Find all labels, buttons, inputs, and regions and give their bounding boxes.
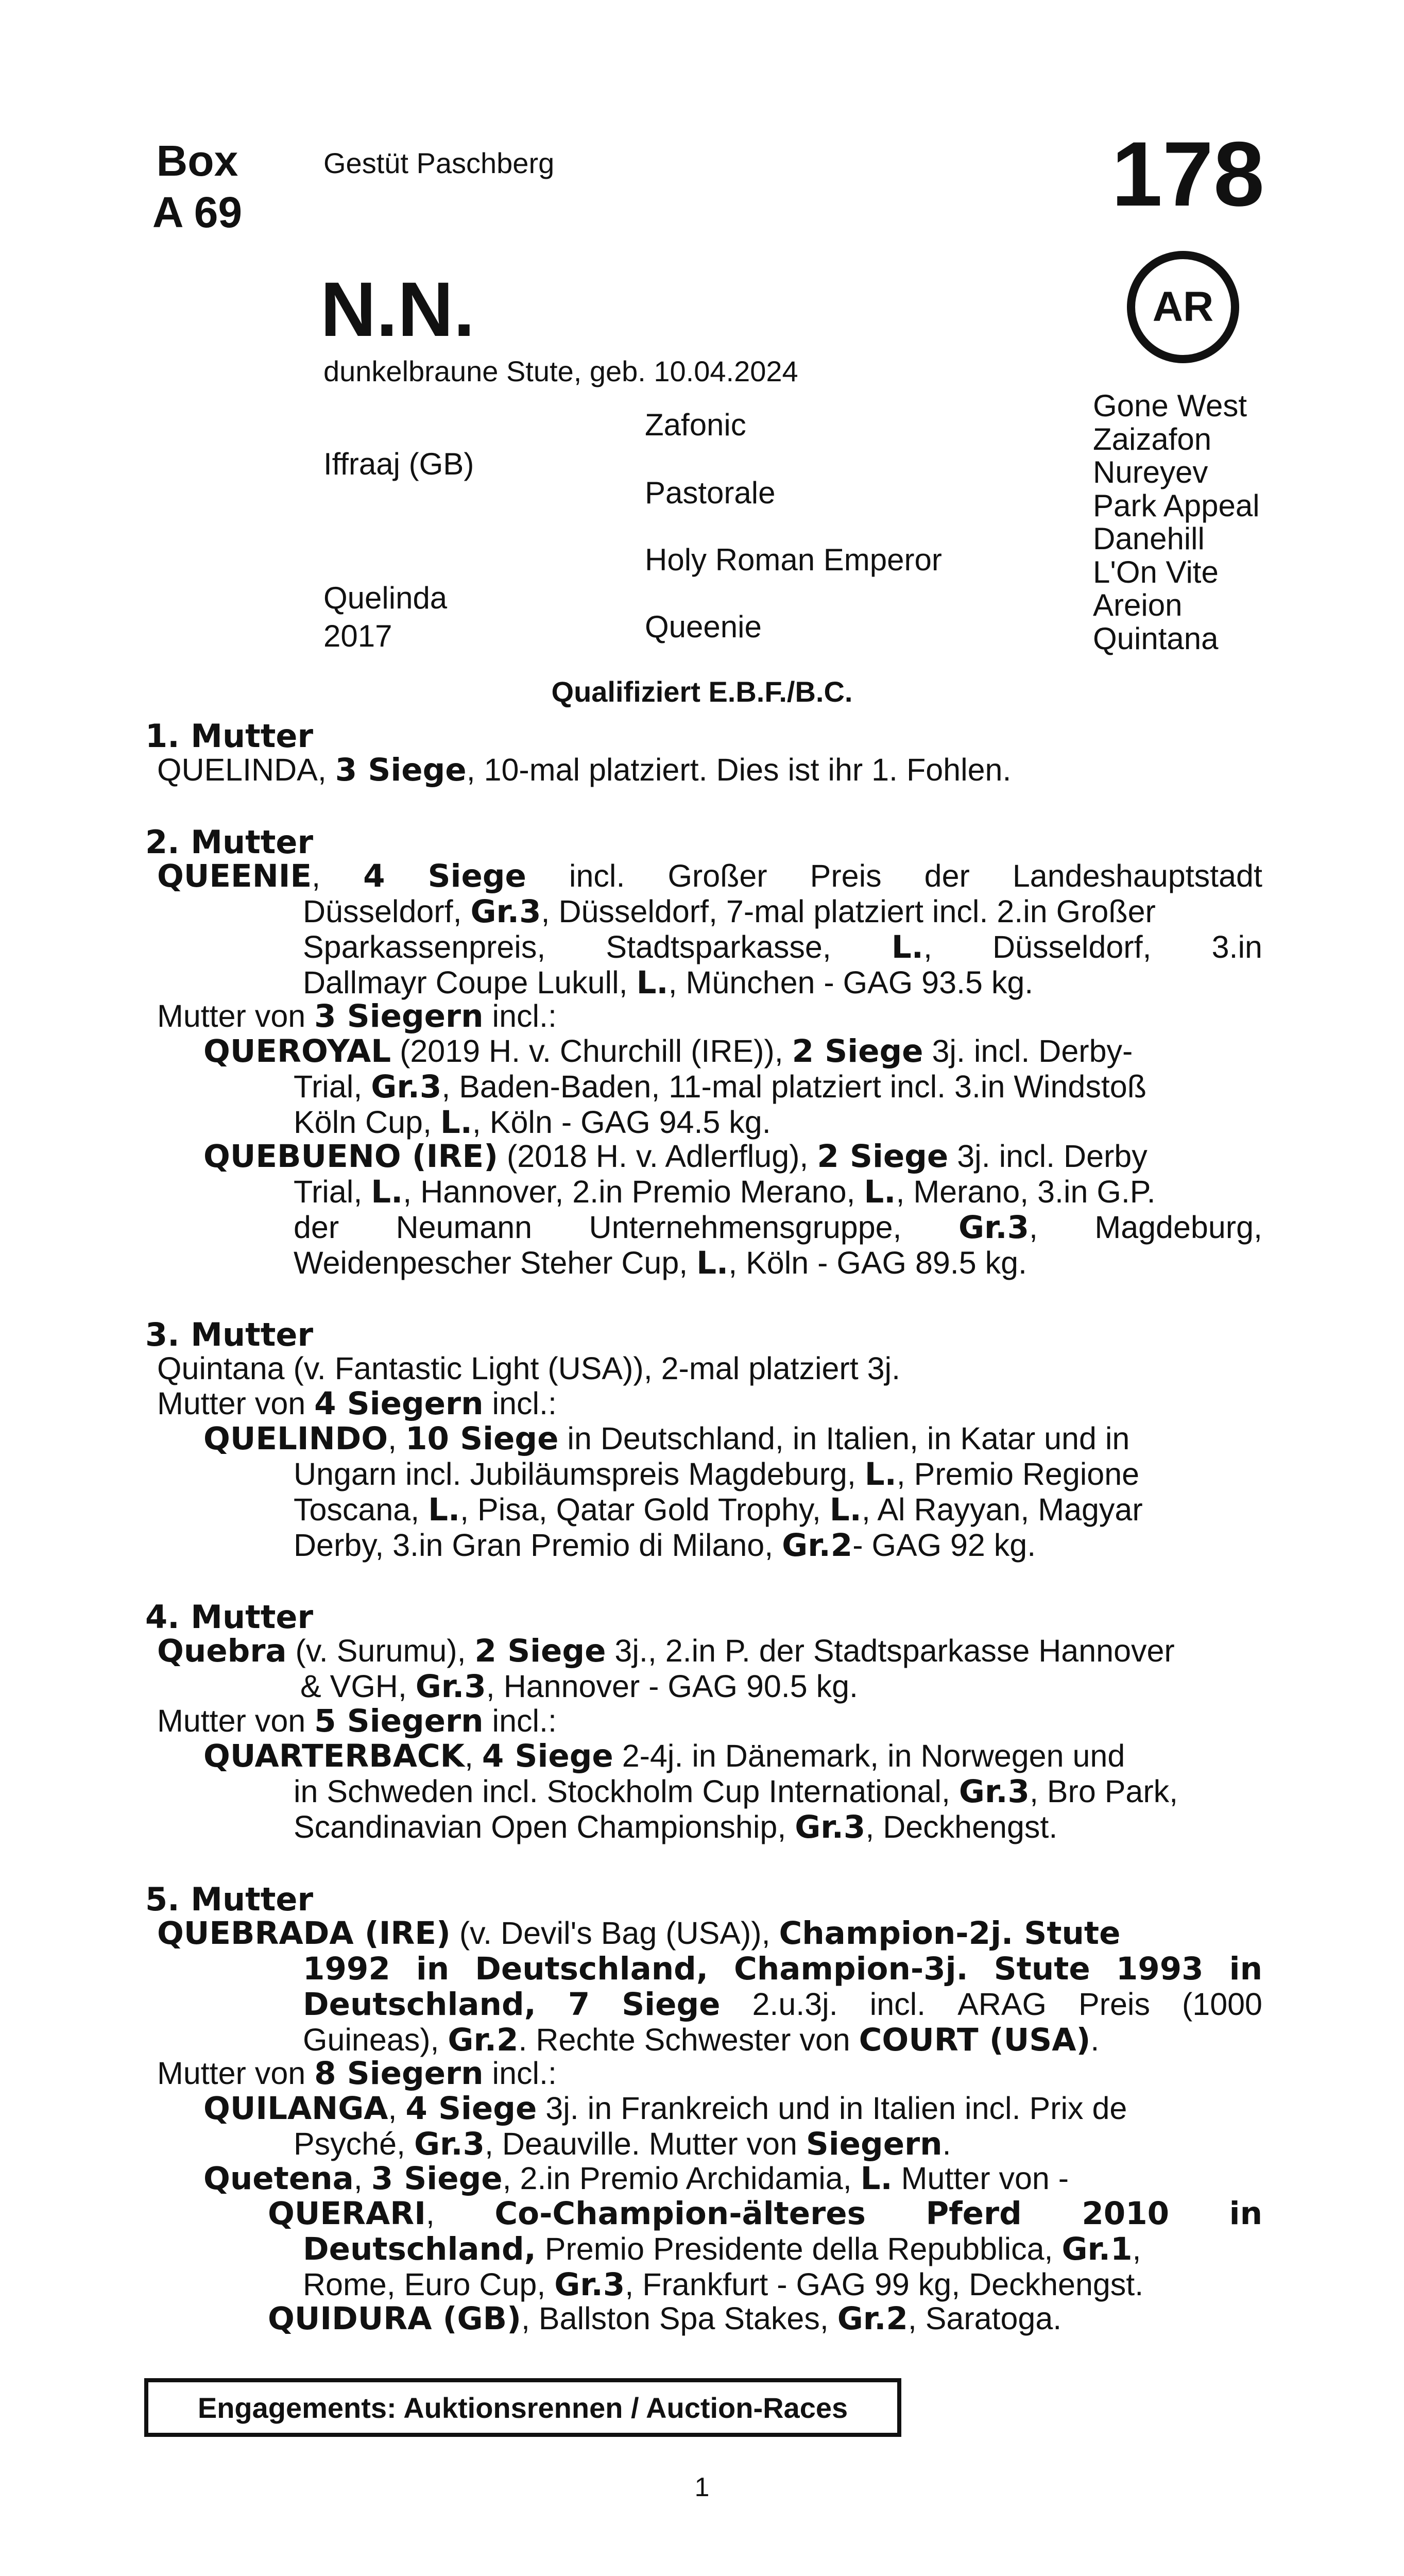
box-label-line2: A 69	[152, 188, 243, 236]
m2-offspring-intro: Mutter von 3 Siegern incl.:	[157, 998, 557, 1035]
pedigree-ggp: Areion	[1093, 588, 1183, 622]
m5-offspring-intro: Mutter von 8 Siegern incl.:	[157, 2055, 557, 2092]
section-heading-1: 1. Mutter	[145, 717, 314, 755]
pedigree-gp: Holy Roman Emperor	[645, 543, 942, 577]
section-heading-5: 5. Mutter	[145, 1880, 314, 1918]
section-heading-3: 3. Mutter	[145, 1316, 314, 1353]
m4-quarterback: QUARTERBACK, 4 Siege 2-4j. in Dänemark, in Norwegen und in Schweden incl. Stockholm Cup International, Gr.3, Bro Park, Scandinavian Open Championship, Gr.3, Deckhengst.	[203, 1738, 1178, 1845]
engagements-box: Engagements: Auktionsrennen / Auction-Races	[144, 2378, 901, 2437]
pedigree-ggp: Zaizafon	[1093, 421, 1212, 456]
m2-queroyal: QUEROYAL (2019 H. v. Churchill (IRE)), 2 Siege 3j. incl. Derby- Trial, Gr.3, Baden-Baden, 11-mal platziert incl. 3.in Windstoß Köln Cup, L., Köln - GAG 94.5 kg.	[203, 1033, 1146, 1141]
section-heading-4: 4. Mutter	[145, 1598, 314, 1636]
horse-name: N.N.	[320, 266, 475, 352]
pedigree-ggp: Nureyev	[1093, 455, 1208, 489]
pedigree-gp: Zafonic	[645, 408, 746, 442]
section-heading-2: 2. Mutter	[145, 823, 314, 861]
lot-number: 178	[1111, 123, 1264, 225]
horse-description: dunkelbraune Stute, geb. 10.04.2024	[323, 355, 798, 387]
pedigree-gp: Pastorale	[645, 476, 776, 510]
m2-quebueno: QUEBUENO (IRE) (2018 H. v. Adlerflug), 2 Siege 3j. incl. Derby Trial, L., Hannover, 2.in Premio Merano, L., Merano, 3.in G.P. der Neumann Unternehmensgruppe, Gr.3, Magdeburg, Weidenpescher Steher Cup, L., Köln - GAG 89.5 kg.	[203, 1138, 1262, 1281]
breeder: Gestüt Paschberg	[323, 147, 555, 179]
m5-quetena: Quetena, 3 Siege, 2.in Premio Archidamia, L. Mutter von -	[203, 2160, 1069, 2197]
m2-queenie: QUEENIE, 4 Siege incl. Großer Preis der Landeshauptstadt Düsseldorf, Gr.3, Düsseldorf, 7-mal platziert incl. 2.in Großer Sparkassenpreis, Stadtsparkasse, L., Düsseldorf, 3.in Dallmayr Coupe Lukull, L., München - GAG 93.5 kg.	[157, 858, 1262, 1001]
ar-badge: AR	[1127, 251, 1239, 363]
pedigree-ggp: Park Appeal	[1093, 488, 1260, 523]
m3-quintana: Quintana (v. Fantastic Light (USA)), 2-mal platziert 3j.	[157, 1351, 901, 1386]
pedigree-dam: Quelinda	[323, 581, 448, 615]
box-label-line1: Box	[156, 137, 238, 185]
box-label	[138, 135, 256, 238]
pedigree-gp: Queenie	[645, 609, 762, 644]
m4-offspring-intro: Mutter von 5 Siegern incl.:	[157, 1703, 557, 1739]
m5-quilanga: QUILANGA, 4 Siege 3j. in Frankreich und in Italien incl. Prix de Psyché, Gr.3, Deauville. Mutter von Siegern.	[203, 2090, 1127, 2162]
m5-querari: QUERARI, Co-Champion-älteres Pferd 2010 in Deutschland, Premio Presidente della Repubblica, Gr.1, Rome, Euro Cup, Gr.3, Frankfurt - GAG 99 kg, Deckhengst.	[268, 2195, 1262, 2303]
m4-quebra: Quebra (v. Surumu), 2 Siege 3j., 2.in P. der Stadtsparkasse Hannover & VGH, Gr.3, Hannover - GAG 90.5 kg.	[157, 1633, 1175, 1705]
pedigree-ggp: Gone West	[1093, 388, 1247, 423]
m3-offspring-intro: Mutter von 4 Siegern incl.:	[157, 1385, 557, 1422]
m5-quidura: QUIDURA (GB), Ballston Spa Stakes, Gr.2, Saratoga.	[268, 2300, 1062, 2337]
pedigree-ggp: L'On Vite	[1093, 554, 1219, 589]
pedigree-ggp-column	[1093, 389, 1260, 655]
qualification: Qualifiziert E.B.F./B.C.	[551, 675, 853, 708]
m5-quebrada: QUEBRADA (IRE) (v. Devil's Bag (USA)), Champion-2j. Stute 1992 in Deutschland, Champion-3j. Stute 1993 in Deutschland, 7 Siege 2.u.3j. incl. ARAG Preis (1000 Guineas), Gr.2. Rechte Schwester von COURT (USA).	[157, 1915, 1262, 2058]
pedigree-dam-year: 2017	[323, 619, 392, 653]
pedigree-ggp: Quintana	[1093, 621, 1219, 656]
page-number: 1	[694, 2472, 710, 2502]
pedigree-sire: Iffraaj (GB)	[323, 447, 474, 481]
m3-quelindo: QUELINDO, 10 Siege in Deutschland, in Italien, in Katar und in Ungarn incl. Jubiläumspreis Magdeburg, L., Premio Regione Toscana, L., Pisa, Qatar Gold Trophy, L., Al Rayyan, Magyar Derby, 3.in Gran Premio di Milano, Gr.2- GAG 92 kg.	[203, 1420, 1143, 1564]
pedigree-ggp: Danehill	[1093, 521, 1205, 556]
m1-text: QUELINDA, 3 Siege, 10-mal platziert. Dies ist ihr 1. Fohlen.	[157, 752, 1012, 788]
